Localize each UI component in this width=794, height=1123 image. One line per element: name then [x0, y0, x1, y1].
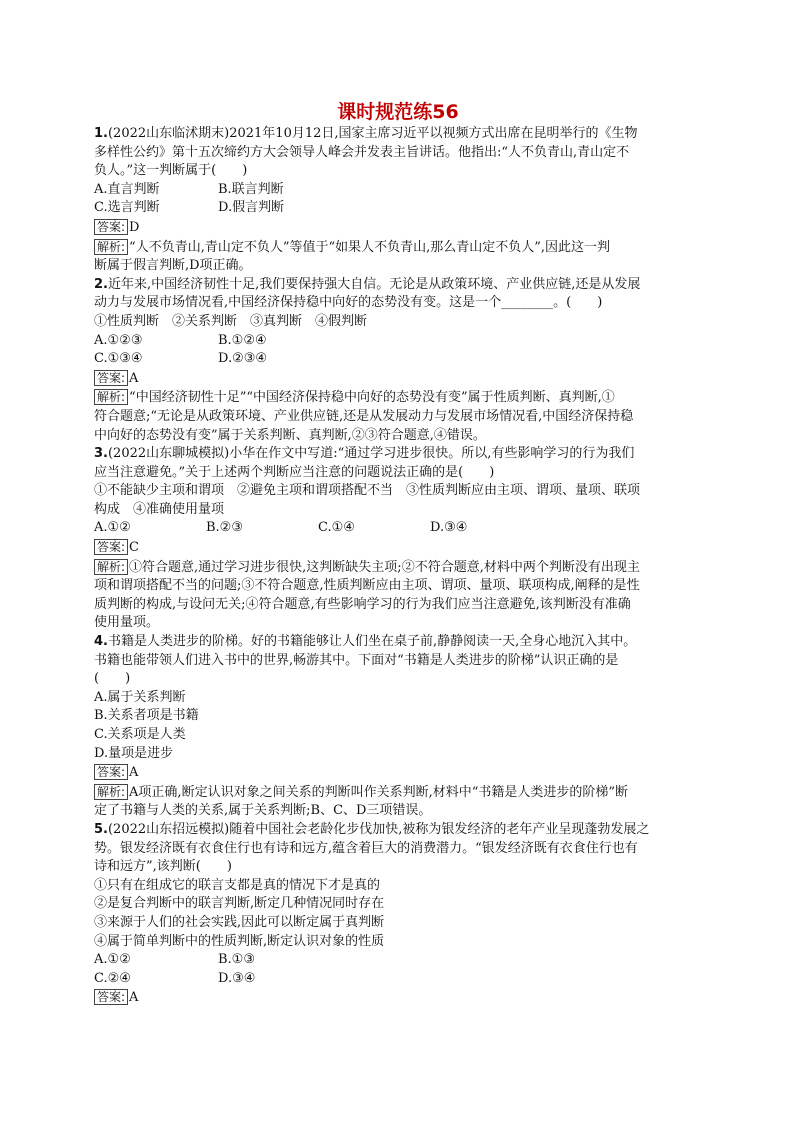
- answer-label: 答案:: [94, 370, 128, 386]
- option: C.①③④: [94, 351, 143, 367]
- option-row: [94, 745, 702, 764]
- analysis-text: 质判断的构成,与设问无关;④符合题意,有些影响学习的行为我们应当注意避免,该判断没有准确: [94, 596, 631, 612]
- analysis-label: 解析:: [94, 784, 128, 800]
- analysis-line: [94, 596, 702, 615]
- option: D.量项是进步: [94, 745, 174, 761]
- analysis-line: [94, 614, 702, 633]
- option: B.联言判断: [218, 181, 284, 197]
- question-stem-text: ②是复合判断中的联言判断,断定几种情况同时存在: [94, 896, 385, 912]
- question-stem-text: 动力与发展市场情况看,中国经济保持稳中向好的态势没有变。这是一个________。( ): [94, 295, 603, 311]
- option-row: [94, 181, 702, 200]
- option: C.关系项是人类: [94, 727, 186, 742]
- answer-value: A: [129, 990, 139, 1006]
- answer-line: [94, 763, 702, 783]
- question-2: [94, 276, 702, 445]
- option: A.①②③: [94, 332, 143, 348]
- option-row: [94, 332, 702, 351]
- analysis-text: 项和谓项搭配不当的问题;③不符合题意,性质判断应由主项、谓项、量项、联项构成,阐释的是性: [94, 578, 640, 594]
- question-stem-line: [94, 914, 702, 933]
- question-stem-text: 应当注意避免。”关于上述两个判断应当注意的问题说法正确的是( ): [94, 464, 495, 480]
- analysis-line: [94, 238, 702, 258]
- answer-label: 答案:: [94, 989, 128, 1005]
- analysis-line: [94, 257, 702, 276]
- question-stem-line: [94, 162, 702, 181]
- analysis-label: 解析:: [94, 389, 128, 405]
- option: A.①②: [94, 520, 131, 536]
- question-stem-text: (2022山东临沭期末)2021年10月12日,国家主席习近平以视频方式出席在昆明举行的《生物: [107, 126, 638, 141]
- option-row: [94, 689, 702, 708]
- question-stem-text: 近年来,中国经济韧性十足,我们要保持强大自信。无论是从政策环境、产业供应链,还是从发展: [107, 276, 641, 292]
- option-row: [94, 970, 702, 989]
- option: C.选言判断: [94, 200, 160, 216]
- question-stem-line: [94, 313, 702, 332]
- question-stem-text: 书籍也能带领人们进入书中的世界,畅游其中。下面对“书籍是人类进步的阶梯”认识正确的是: [94, 652, 619, 668]
- question-stem-line: [94, 482, 702, 501]
- question-number: 2.: [94, 276, 108, 292]
- analysis-text: 断属于假言判断,D项正确。: [94, 258, 252, 274]
- option: A.属于关系判断: [94, 689, 186, 705]
- option: B.①③: [218, 952, 255, 968]
- question-stem-text: 书籍是人类进步的阶梯。好的书籍能够让人们坐在桌子前,静静阅读一天,全身心地沉入其中。: [107, 634, 637, 650]
- question-number: 4.: [94, 634, 108, 650]
- question-stem-text: 多样性公约》第十五次缔约方大会领导人峰会并发表主旨讲话。他指出:“人不负青山,青山定不: [94, 144, 630, 160]
- question-stem-line: [94, 445, 702, 464]
- answer-value: D: [129, 219, 140, 235]
- option-row: [94, 707, 702, 726]
- answer-label: 答案:: [94, 219, 128, 235]
- question-stem-line: [94, 294, 702, 313]
- option: C.②④: [94, 970, 131, 986]
- answer-label: 答案:: [94, 539, 128, 555]
- option-row: [94, 519, 702, 538]
- option: D.假言判断: [218, 200, 285, 216]
- analysis-text: A项正确,断定认识对象之间关系的判断叫作关系判断,材料中“书籍是人类进步的阶梯”断: [129, 784, 628, 800]
- question-list: [94, 125, 702, 1008]
- question-stem-text: (2022山东招远模拟)随着中国社会老龄化步伐加快,被称为银发经济的老年产业呈现蓬勃发展之: [107, 821, 650, 837]
- question-number: 1.: [94, 126, 108, 141]
- question-stem-line: [94, 633, 702, 652]
- question-stem-text: 负人。”这一判断属于( ): [94, 163, 248, 179]
- analysis-text: 中向好的态势没有变”属于关系判断、真判断,②③符合题意,④错误。: [94, 427, 486, 443]
- question-stem-line: [94, 895, 702, 914]
- question-stem-text: ④属于简单判断中的性质判断,断定认识对象的性质: [94, 933, 385, 949]
- question-stem-text: 构成 ④准确使用量项: [94, 501, 225, 517]
- option: B.关系者项是书籍: [94, 708, 199, 724]
- question-stem-line: [94, 501, 702, 520]
- analysis-text: 符合题意;“无论是从政策环境、产业供应链,还是从发展动力与发展市场情况看,中国经济保持稳: [94, 408, 634, 424]
- option: D.③④: [218, 970, 256, 986]
- question-number: 3.: [94, 446, 108, 462]
- page-title: 课时规范练56: [337, 101, 459, 123]
- option-row: [94, 199, 702, 218]
- analysis-line: [94, 408, 702, 427]
- analysis-text: “中国经济韧性十足”“中国经济保持稳中向好的态势没有变”属于性质判断、真判断,①: [129, 390, 615, 406]
- document-body: [94, 100, 702, 1008]
- answer-line: [94, 369, 702, 389]
- analysis-line: [94, 783, 702, 803]
- analysis-line: [94, 802, 702, 821]
- option: D.③④: [430, 520, 468, 536]
- option: B.②③: [206, 520, 243, 536]
- question-1: [94, 125, 702, 276]
- question-stem-line: [94, 858, 702, 877]
- option: D.②③④: [218, 351, 268, 367]
- question-number: 5.: [94, 821, 108, 837]
- answer-line: [94, 538, 702, 558]
- question-stem-line: [94, 144, 702, 163]
- question-stem-line: [94, 877, 702, 896]
- question-3: [94, 445, 702, 633]
- option: A.①②: [94, 952, 131, 968]
- analysis-line: [94, 388, 702, 408]
- analysis-text: 定了书籍与人类的关系,属于关系判断;B、C、D三项错误。: [94, 803, 432, 819]
- question-stem-line: [94, 670, 702, 689]
- question-stem-text: ①不能缺少主项和谓项 ②避免主项和谓项搭配不当 ③性质判断应由主项、谓项、量项、联项: [94, 483, 641, 499]
- question-stem-text: 势。银发经济既有衣食住行也有诗和远方,蕴含着巨大的消费潜力。“银发经济既有衣食住行也有: [94, 840, 638, 856]
- question-stem-line: [94, 840, 702, 859]
- option: A.直言判断: [94, 181, 160, 197]
- question-stem-line: [94, 464, 702, 483]
- question-stem-text: 诗和远方”,该判断( ): [94, 859, 232, 875]
- question-stem-line: [94, 821, 702, 840]
- question-5: [94, 821, 702, 1008]
- analysis-text: “人不负青山,青山定不负人”等值于“如果人不负青山,那么青山定不负人”,因此这一判: [129, 239, 611, 255]
- analysis-line: [94, 558, 702, 578]
- question-stem-text: ①性质判断 ②关系判断 ③真判断 ④假判断: [94, 313, 368, 329]
- option: C.①④: [318, 520, 355, 536]
- answer-value: C: [129, 540, 139, 556]
- question-stem-line: [94, 933, 702, 952]
- option: B.①②④: [218, 332, 267, 348]
- analysis-label: 解析:: [94, 559, 128, 575]
- answer-line: [94, 988, 702, 1008]
- analysis-text: ①符合题意,通过学习进步很快,这判断缺失主项;②不符合题意,材料中两个判断没有出现主: [129, 559, 640, 575]
- option-row: [94, 951, 702, 970]
- analysis-line: [94, 577, 702, 596]
- answer-value: A: [129, 370, 139, 386]
- question-stem-text: ①只有在组成它的联言支都是真的情况下才是真的: [94, 877, 381, 893]
- question-4: [94, 633, 702, 821]
- question-stem-line: [94, 276, 702, 295]
- analysis-text: 使用量项。: [94, 615, 160, 631]
- question-stem-text: ( ): [94, 671, 131, 687]
- question-stem-line: [94, 125, 702, 144]
- question-stem-line: [94, 652, 702, 671]
- answer-value: A: [129, 765, 139, 781]
- analysis-label: 解析:: [94, 239, 128, 255]
- answer-label: 答案:: [94, 764, 128, 780]
- question-stem-text: ③来源于人们的社会实践,因此可以断定属于真判断: [94, 914, 385, 930]
- option-row: [94, 350, 702, 369]
- question-stem-text: (2022山东聊城模拟)小华在作文中写道:“通过学习进步很快。所以,有些影响学习的行为我们: [107, 446, 635, 462]
- analysis-line: [94, 427, 702, 446]
- option-row: [94, 726, 702, 745]
- answer-line: [94, 218, 702, 238]
